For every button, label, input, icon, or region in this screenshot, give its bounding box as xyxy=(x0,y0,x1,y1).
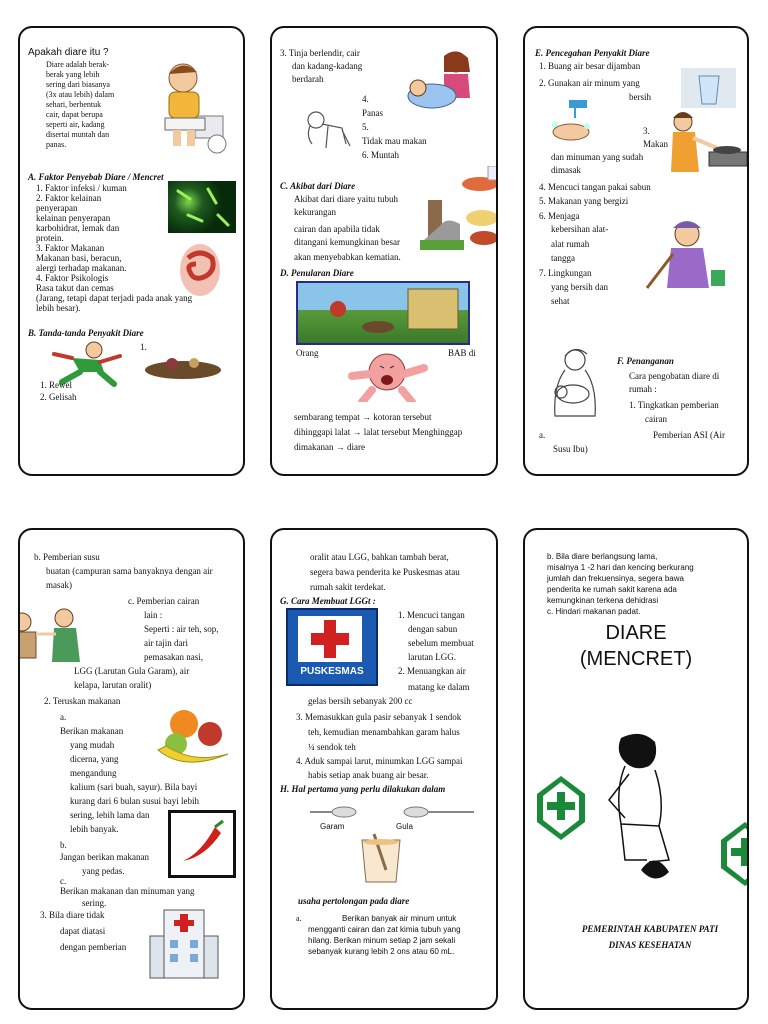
health-office-name: DINAS KESEHATAN xyxy=(608,940,692,950)
food-c: c. xyxy=(60,876,67,886)
prevention-item: 5. Makanan yang bergizi xyxy=(539,196,629,206)
cleaning-woman-illustration xyxy=(637,214,727,294)
def-line: sering dari biasanya xyxy=(46,80,110,89)
vomiting-child-sketch xyxy=(302,108,354,153)
hand-washing-image xyxy=(541,98,603,148)
lgg-glass-image xyxy=(352,830,410,886)
food-a-text: dicerna, yang xyxy=(70,754,119,764)
lgg-step-cont: dengan sabun xyxy=(408,624,458,634)
prevention-item-cont: yang bersih dan xyxy=(551,282,608,292)
health-logo-left xyxy=(535,774,587,842)
fruit-image xyxy=(154,706,234,772)
section-h-title: H. Hal pertama yang perlu dilakukan dalam xyxy=(280,784,446,794)
panel-2 xyxy=(270,26,498,476)
prevention-item: 6. Menjaga xyxy=(539,211,580,221)
cover-title: DIARE xyxy=(605,622,667,644)
lgg-step-cont: sebelum membuat xyxy=(408,638,474,648)
prevention-item: 3. xyxy=(643,126,650,136)
cover-subtitle: (MENCRET) xyxy=(579,648,693,670)
list-item: karbohidrat, lemak dan xyxy=(36,223,120,233)
feeding-child-illustration xyxy=(18,604,90,666)
continue-food: 2. Teruskan makanan xyxy=(44,696,121,706)
hospital-building-image xyxy=(148,906,220,980)
def-line: Diare adalah berak- xyxy=(46,60,110,69)
list-item: (Jarang, tetapi dapat terjadi pada anak yang xyxy=(36,293,193,303)
water-glass-image xyxy=(681,68,736,108)
sign-5-text: Tidak mau makan xyxy=(362,136,427,146)
government-name: PEMERINTAH KABUPATEN PATI xyxy=(581,924,719,934)
list-item: lebih besar). xyxy=(36,303,81,313)
referral-text: oralit atau LGG, bahkan tambah berat, xyxy=(310,552,449,562)
list-item: 4. Faktor Psikologis xyxy=(36,273,109,283)
treatment-text: rumah : xyxy=(629,384,657,394)
section-a-title: A. Faktor Penyebab Diare / Mencret xyxy=(28,172,164,182)
step-3: 3. Bila diare tidak xyxy=(40,910,105,920)
food-b: b. xyxy=(60,840,67,850)
food-b-text: Jangan berikan makanan xyxy=(60,852,149,862)
section-b-title: B. Tanda-tanda Penyakit Diare xyxy=(28,328,144,338)
b-item: 1. Rewel xyxy=(40,380,72,390)
food-a-text: yang mudah xyxy=(70,740,115,750)
first-aid-a-text: sebanyak kurang lebih 2 ons atau 60 mL. xyxy=(308,947,455,956)
puskesmas-label: PUSKESMAS xyxy=(300,666,364,677)
prevention-item: 2. Gunakan air minum yang xyxy=(539,78,640,88)
bab-label: BAB di xyxy=(448,348,476,358)
step-3-cont: dengan pemberian xyxy=(60,942,127,952)
prevention-item-cont: tangga xyxy=(551,253,575,263)
breastfeeding-mother-sketch xyxy=(535,346,607,426)
long-diarrhea-b: b. Bila diare berlangsung lama, xyxy=(547,552,658,561)
food-c-text: sering. xyxy=(82,898,107,908)
grave-and-food-image xyxy=(420,166,498,256)
food-a-text: kalium (sari buah, sayur). Bila bayi xyxy=(70,782,198,792)
sign-3-cont: berdarah xyxy=(292,74,324,84)
lgg-step-cont: teh, kemudian menambahkan garam halus xyxy=(308,727,460,737)
lgg-step-cont: larutan LGG. xyxy=(408,652,456,662)
list-item: penyerapan xyxy=(36,203,78,213)
section-d-title: D. Penularan Diare xyxy=(280,268,354,278)
prevention-item: 4. Mencuci tangan pakai sabun xyxy=(539,182,651,192)
b-item-number: 1. xyxy=(140,342,147,352)
section-d-text: dimakanan → diare xyxy=(294,442,365,452)
lgg-step: 4. Aduk sampai larut, minumkan LGG sampai xyxy=(296,756,463,766)
prevention-item-cont: dan minuman yang sudah xyxy=(551,152,644,162)
list-item: alergi terhadap makanan. xyxy=(36,263,127,273)
def-line: disertai muntah dan xyxy=(46,130,110,139)
def-line: (3x atau lebih) dalam xyxy=(46,90,115,99)
section-d-text: dihinggapi lalat → lalat tersebut Menghinggap xyxy=(294,427,463,437)
question-heading: Apakah diare itu ? xyxy=(28,47,109,58)
intestine-image xyxy=(172,238,232,300)
sign-4-number: 4. xyxy=(362,94,369,104)
food-c-text: Berikan makanan dan minuman yang xyxy=(60,886,195,896)
formula-b-cont: masak) xyxy=(46,580,72,590)
long-diarrhea-text: penderita ke rumah sakit karena ada xyxy=(547,585,677,594)
orang-label: Orang xyxy=(296,348,319,358)
first-aid-a-text: hilang. Berikan minum setiap 2 jam sekali xyxy=(308,936,456,945)
avoid-solid-food: c. Hindari makanan padat. xyxy=(547,607,641,616)
first-aid-a: a. xyxy=(296,914,302,923)
section-g-title: G. Cara Membuat LGGt : xyxy=(280,596,376,606)
first-aid-a-text: mengganti cairan dan zat kimia tubuh yang xyxy=(308,925,461,934)
food-a-text: Berikan makanan xyxy=(60,726,124,736)
list-item: Rasa takut dan cemas xyxy=(36,283,114,293)
fluid-c-cont: Seperti : air teh, sop, xyxy=(144,624,219,634)
sign-3-cont: dan kadang-kadang xyxy=(292,61,363,71)
food-a-text: kurang dari 6 bulan susui bayi lebih xyxy=(70,796,199,806)
lgg-step-cont: ¼ sendok teh xyxy=(308,742,356,752)
section-c-text: akan menyebabkan kematian. xyxy=(294,252,401,262)
panel-5 xyxy=(270,528,498,1010)
panel-1 xyxy=(18,26,245,476)
food-a-text: mengandung xyxy=(70,768,117,778)
list-item: 3. Faktor Makanan xyxy=(36,243,105,253)
fluid-c-cont: kelapa, larutan oralit) xyxy=(74,680,152,690)
prevention-item: 7. Lingkungan xyxy=(539,268,592,278)
section-c-text: cairan dan apabila tidak xyxy=(294,224,380,234)
prevention-item-cont: sehat xyxy=(551,296,570,306)
sign-6: 6. Muntah xyxy=(362,150,399,160)
spoiled-food-image xyxy=(142,350,224,380)
def-line: panas. xyxy=(46,140,67,149)
puskesmas-logo xyxy=(286,608,378,686)
cooking-woman-illustration xyxy=(665,108,749,178)
prevention-item-cont: bersih xyxy=(629,92,651,102)
lgg-step: 3. Memasukkan gula pasir sebanyak 1 sendok xyxy=(296,712,462,722)
section-h-subtitle: usaha pertolongan pada diare xyxy=(298,896,410,906)
chili-image xyxy=(168,810,236,878)
sign-3: 3. Tinja berlendir, cair xyxy=(280,48,360,58)
prevention-item-cont: Makan xyxy=(643,139,668,149)
transmission-scene-image xyxy=(296,281,470,345)
list-item: kelainan penyerapan xyxy=(36,213,111,223)
step-3-cont: dapat diatasi xyxy=(60,926,106,936)
boy-toilet-illustration xyxy=(135,56,235,156)
treatment-a: a. xyxy=(539,430,546,440)
lgg-step: 1. Mencuci tangan xyxy=(398,610,465,620)
def-line: cair, dapat berupa xyxy=(46,110,103,119)
def-line: sehari, berbentuk xyxy=(46,100,102,109)
section-c-title: C. Akibat dari Diare xyxy=(280,181,356,191)
sign-4-text: Panas xyxy=(362,108,383,118)
section-d-text: sembarang tempat → kotoran tersebut xyxy=(294,412,432,422)
prevention-item-cont: alat rumah xyxy=(551,239,590,249)
panel-4 xyxy=(18,528,245,1010)
def-line: seperti air, kadang xyxy=(46,120,105,129)
section-c-text: Akibat dari diare yaitu tubuh xyxy=(294,194,398,204)
list-item: 1. Faktor infeksi / kuman xyxy=(36,183,127,193)
fluid-c-cont: LGG (Larutan Gula Garam), air xyxy=(74,666,190,676)
b-item: 2. Gelisah xyxy=(40,392,77,402)
panel-6-cover xyxy=(523,528,749,1010)
lgg-step-cont: habis setiap anak buang air besar. xyxy=(308,770,429,780)
list-item: Makanan basi, beracun, xyxy=(36,253,122,263)
treatment-a-text: Susu Ibu) xyxy=(553,444,588,454)
long-diarrhea-text: jumlah dan frekuensinya, segera bawa xyxy=(547,574,684,583)
definition-text xyxy=(46,60,141,150)
fluid-c-cont: lain : xyxy=(144,610,163,620)
first-aid-a-text: Berikan banyak air minum untuk xyxy=(342,914,457,923)
fluid-c-cont: pemasakan nasi, xyxy=(144,652,203,662)
food-a-text: sering, lebih lama dan xyxy=(70,810,150,820)
lgg-step-cont: gelas bersih sebanyak 200 cc xyxy=(308,696,413,706)
treatment-text: Cara pengobatan diare di xyxy=(629,371,720,381)
sick-child-illustration xyxy=(404,48,479,110)
list-item: protein. xyxy=(36,233,64,243)
long-diarrhea-text: kemungkinan terkena dehidrasi xyxy=(547,596,659,605)
panel-3 xyxy=(523,26,749,476)
referral-text: rumah sakit terdekat. xyxy=(310,582,386,592)
list-item: 2. Faktor kelainan xyxy=(36,193,102,203)
section-c-text: ditangani kemungkinan besar xyxy=(294,237,400,247)
def-line: berak yang lebih xyxy=(46,70,100,79)
formula-b: b. Pemberian susu xyxy=(34,552,100,562)
treatment-text: cairan xyxy=(645,414,667,424)
health-logo-right xyxy=(719,820,749,888)
crying-baby-image xyxy=(332,350,442,402)
food-a: a. xyxy=(60,712,67,722)
food-a-text: lebih banyak. xyxy=(70,824,119,834)
referral-text: segera bawa penderita ke Puskesmas atau xyxy=(310,567,460,577)
salt-label: Garam xyxy=(320,822,345,831)
section-e-title: E. Pencegahan Penyakit Diare xyxy=(535,48,650,58)
food-b-text: yang pedas. xyxy=(82,866,125,876)
treatment-a-text: Pemberian ASI (Air xyxy=(653,430,725,440)
fluid-c-cont: air tajin dari xyxy=(144,638,188,648)
sugar-label: Gula xyxy=(396,822,413,831)
sign-5-number: 5. xyxy=(362,122,369,132)
bacteria-image xyxy=(168,181,236,233)
section-c-text: kekurangan xyxy=(294,207,336,217)
prevention-item-cont: dimasak xyxy=(551,165,581,175)
lgg-step-cont: matang ke dalam xyxy=(408,682,470,692)
treatment-text: 1. Tingkatkan pemberian xyxy=(629,400,719,410)
fluid-c: c. Pemberian cairan xyxy=(128,596,200,606)
lgg-step: 2. Menuangkan air xyxy=(398,666,466,676)
squatting-boy-sketch xyxy=(585,730,695,890)
section-f-title: F. Penanganan xyxy=(617,356,674,366)
long-diarrhea-text: misalnya 1 -2 hari dan kencing berkurang xyxy=(547,563,694,572)
formula-b-cont: buatan (campuran sama banyaknya dengan air xyxy=(46,566,213,576)
prevention-item-cont: kebersihan alat- xyxy=(551,224,609,234)
prevention-item: 1. Buang air besar dijamban xyxy=(539,61,641,71)
